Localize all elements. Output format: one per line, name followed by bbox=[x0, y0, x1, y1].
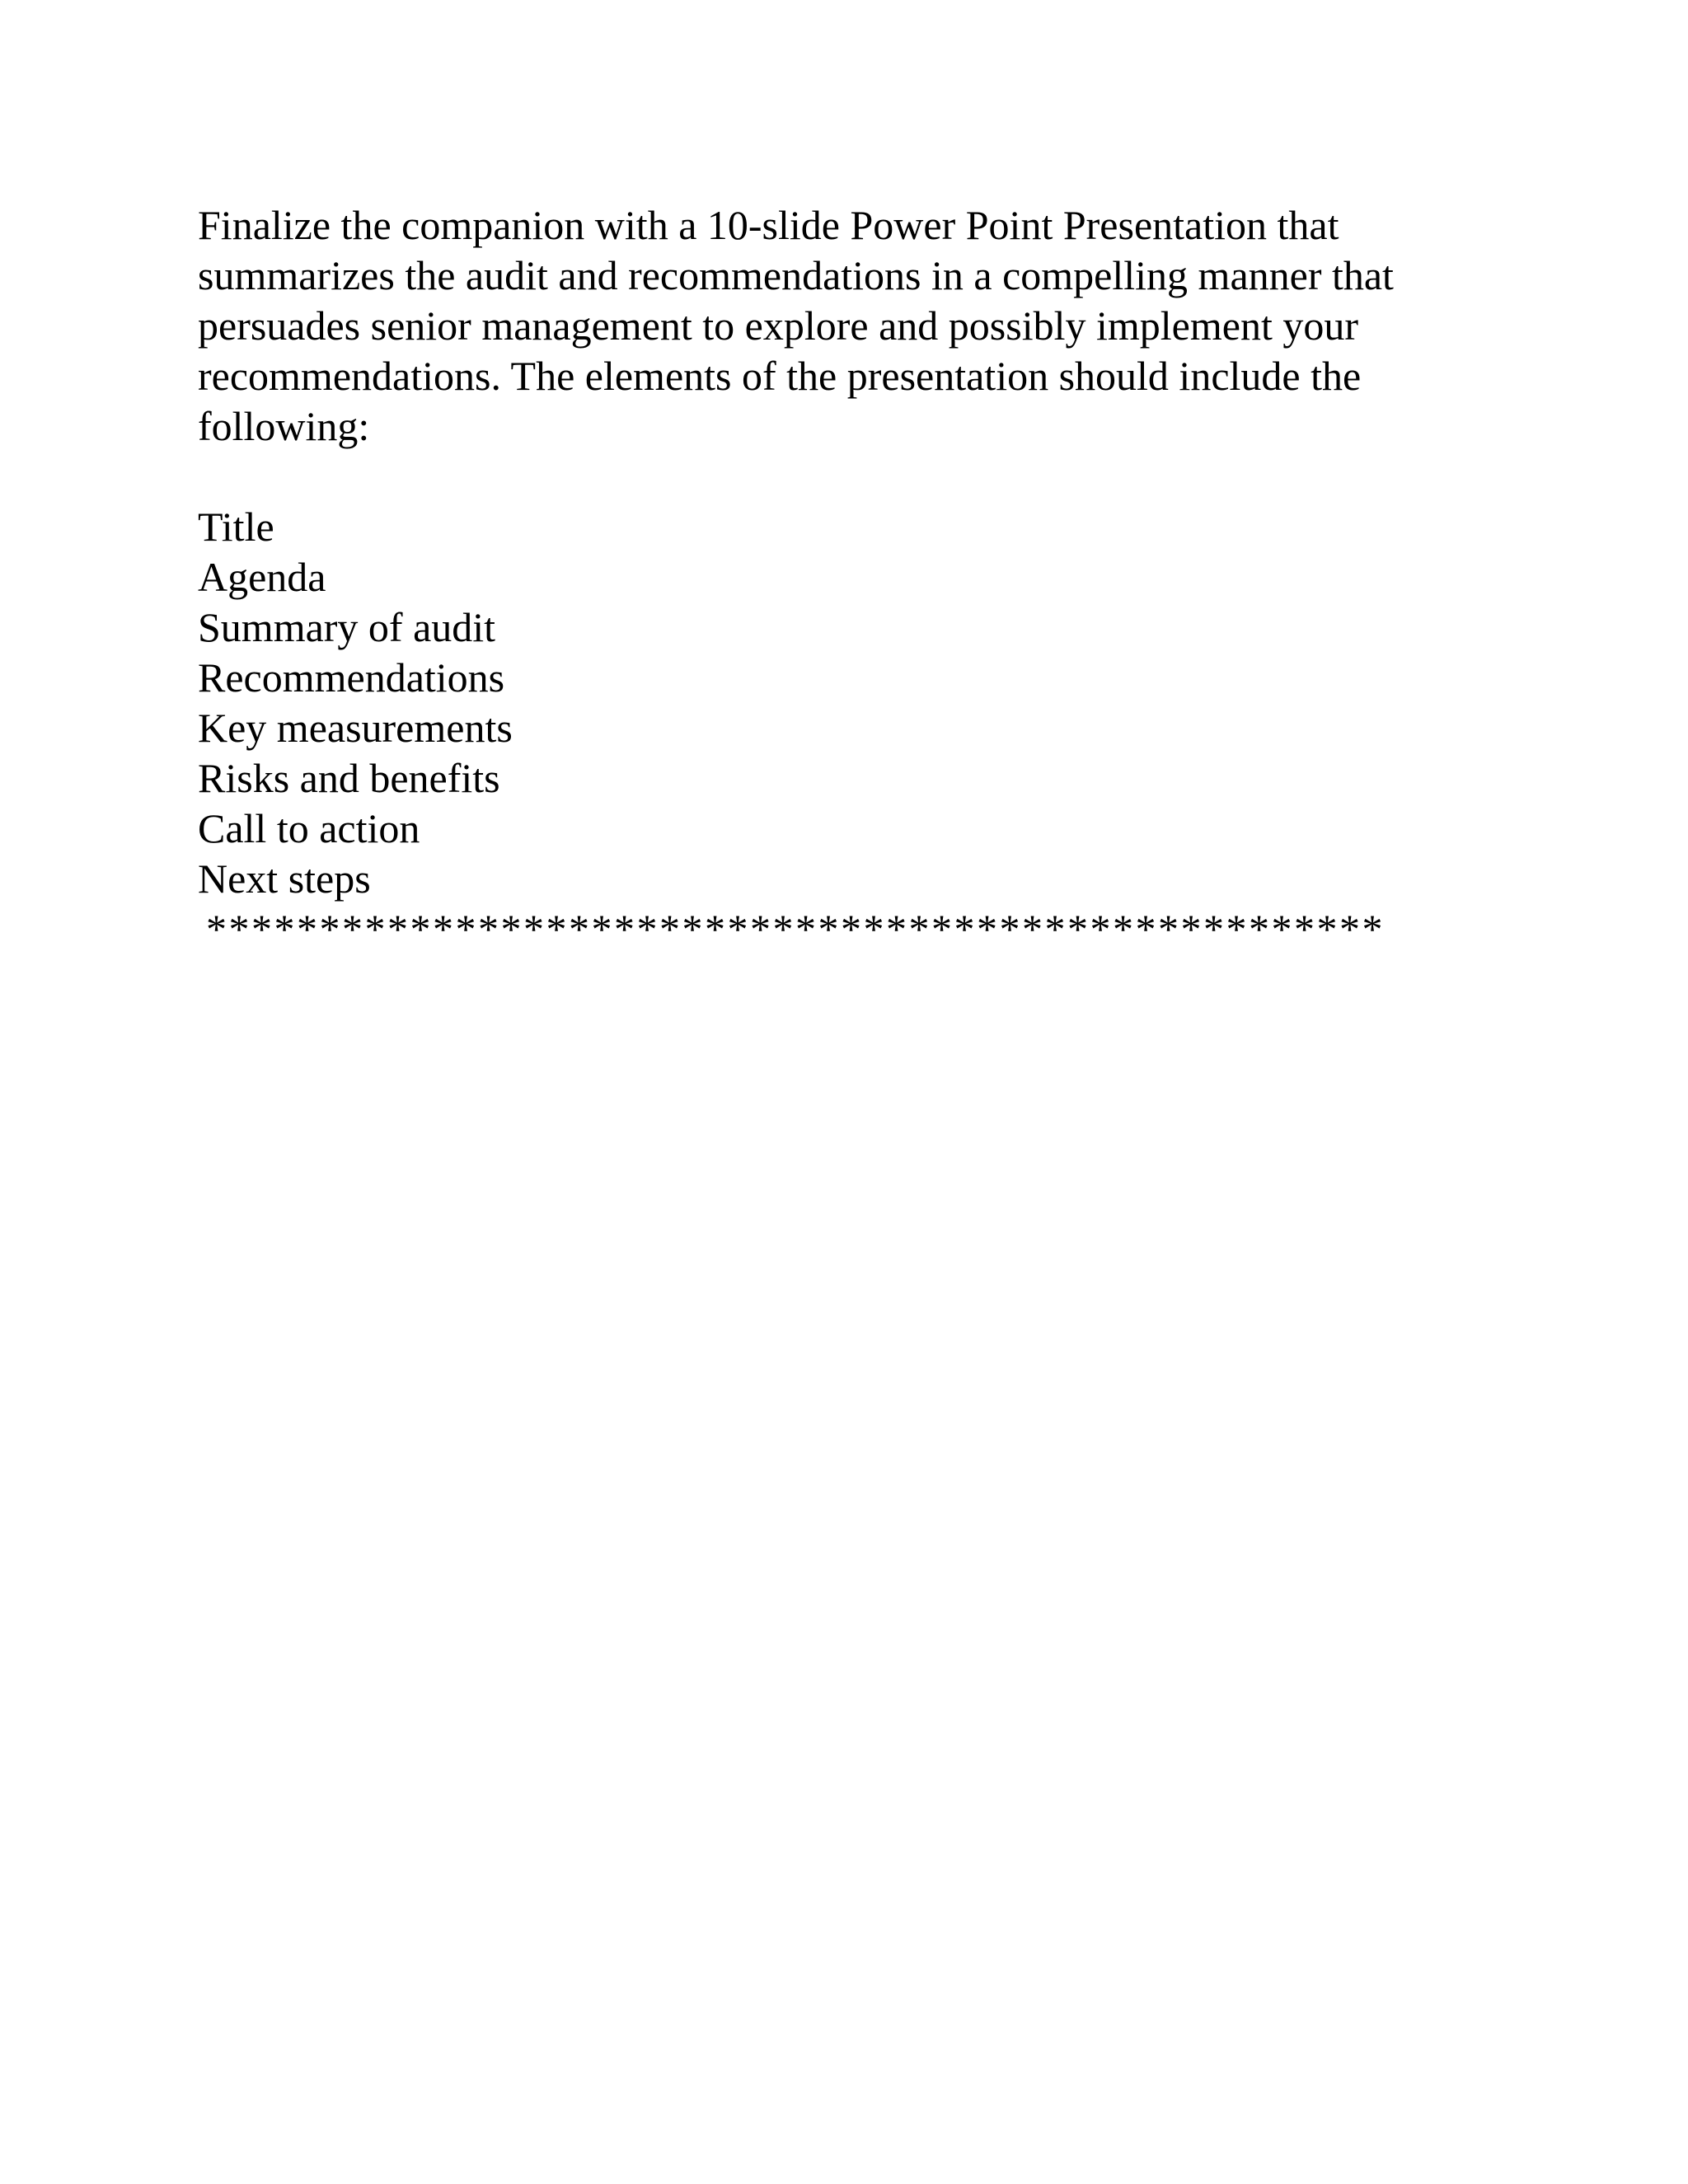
list-item: Summary of audit bbox=[198, 604, 496, 650]
list-item: Risks and benefits bbox=[198, 755, 500, 801]
list-item: Key measurements bbox=[198, 705, 513, 751]
document-content bbox=[198, 200, 1517, 954]
presentation-elements-list bbox=[198, 502, 1517, 904]
list-item: Next steps bbox=[198, 855, 371, 902]
list-item: Agenda bbox=[198, 554, 326, 600]
instructions-paragraph: Finalize the companion with a 10-slide Power Point Presentation that summarizes the audit and recommendations in a compelling manner that persuades senior management to explore and possibly implement your recommendations. The elements of the presentation should include the following: bbox=[198, 202, 1394, 449]
asterisk-separator: **************************************************** bbox=[206, 906, 1385, 952]
list-item: Title bbox=[198, 504, 274, 550]
list-item: Recommendations bbox=[198, 654, 505, 701]
list-item: Call to action bbox=[198, 805, 420, 851]
